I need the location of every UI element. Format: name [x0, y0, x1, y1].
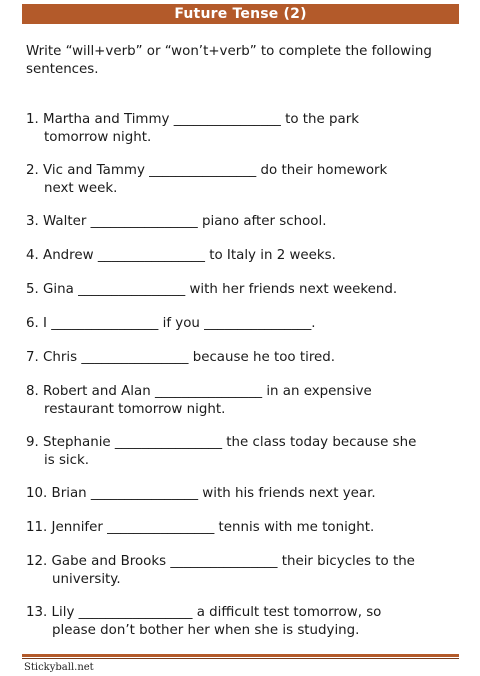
- question-text: 3. Walter ________________ piano after school.: [26, 214, 327, 229]
- question-text: 13. Lily _________________ a difficult test tomorrow, so: [26, 605, 382, 620]
- question-continuation: restaurant tomorrow night.: [44, 401, 226, 417]
- question-text: 11. Jennifer ________________ tennis with me tonight.: [26, 520, 375, 535]
- question-8: [26, 383, 466, 418]
- question-text: 9. Stephanie ________________ the class today because she: [26, 435, 417, 450]
- title-bar: [22, 4, 459, 24]
- question-10: [26, 485, 466, 503]
- question-continuation: is sick.: [44, 452, 90, 468]
- footer-source: Stickyball.net: [24, 662, 94, 673]
- question-7: [26, 349, 466, 367]
- worksheet-title: Future Tense (2): [174, 6, 307, 22]
- question-text: 2. Vic and Tammy ________________ do their homework: [26, 163, 388, 178]
- question-text: 12. Gabe and Brooks ________________ their bicycles to the: [26, 554, 415, 569]
- question-2: [26, 162, 466, 197]
- question-9: [26, 434, 466, 469]
- question-text: 10. Brian ________________ with his friends next year.: [26, 486, 376, 501]
- question-continuation: university.: [52, 571, 121, 587]
- question-13: [26, 604, 466, 639]
- footer-rule: [22, 654, 459, 657]
- question-text: 8. Robert and Alan ________________ in an expensive: [26, 384, 372, 399]
- question-6: [26, 315, 466, 333]
- question-4: [26, 247, 466, 265]
- question-text: 5. Gina ________________ with her friends next weekend.: [26, 282, 398, 297]
- question-text: 4. Andrew ________________ to Italy in 2 weeks.: [26, 248, 336, 263]
- question-11: [26, 519, 466, 537]
- question-text: 1. Martha and Timmy ________________ to the park: [26, 112, 359, 127]
- question-continuation: next week.: [44, 180, 118, 196]
- question-text: 7. Chris ________________ because he too tired.: [26, 350, 336, 365]
- instructions: Write “will+verb” or “won’t+verb” to complete the following sentences.: [26, 44, 432, 77]
- question-continuation: please don’t bother her when she is studying.: [52, 622, 360, 638]
- question-3: [26, 213, 466, 231]
- question-5: [26, 281, 466, 299]
- question-text: 6. I ________________ if you ________________.: [26, 316, 316, 331]
- question-1: [26, 111, 466, 146]
- question-continuation: tomorrow night.: [44, 129, 152, 145]
- footer-rule-thin: [22, 658, 459, 659]
- question-12: [26, 553, 466, 588]
